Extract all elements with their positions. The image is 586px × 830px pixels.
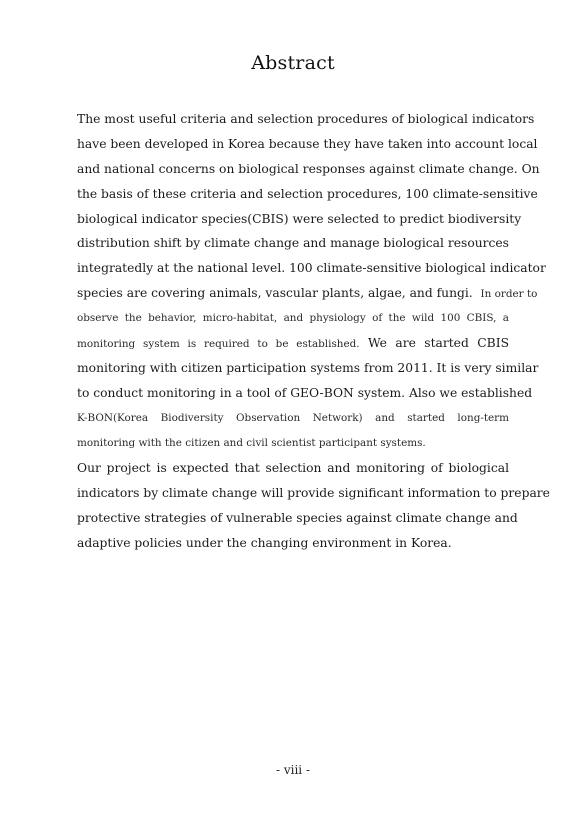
abstract-line-segment: species are covering animals, vascular plants, algae, and fungi. xyxy=(77,286,473,301)
abstract-title: Abstract xyxy=(251,52,335,74)
abstract-line: monitoring with citizen participation systems from 2011. It is very similar xyxy=(77,360,539,375)
abstract-line: distribution shift by climate change and manage biological resources xyxy=(77,236,509,251)
abstract-line: The most useful criteria and selection procedures of biological indicators xyxy=(77,112,535,126)
abstract-line: to conduct monitoring in a tool of GEO-BON system. Also we established xyxy=(77,385,533,400)
abstract-line: integratedly at the national level. 100 climate-sensitive biological indicator xyxy=(77,261,546,276)
abstract-line-mixed xyxy=(77,281,538,306)
abstract-body xyxy=(77,107,550,556)
abstract-line: have been developed in Korea because they have taken into account local xyxy=(77,136,538,151)
abstract-line: the basis of these criteria and selection procedures, 100 climate-sensitive xyxy=(77,186,538,201)
abstract-line-small: K-BON(Korea Biodiversity Observation Network) and started long-term xyxy=(77,411,509,424)
page-number: - viii - xyxy=(275,763,311,777)
abstract-line-small: observe the behavior, micro-habitat, and physiology of the wild 100 CBIS, a xyxy=(77,312,509,325)
abstract-line-segment: We are started CBIS xyxy=(368,336,509,351)
abstract-line: biological indicator species(CBIS) were selected to predict biodiversity xyxy=(77,211,522,226)
abstract-line: Our project is expected that selection and monitoring of biological xyxy=(77,461,509,476)
abstract-line: protective strategies of vulnerable species against climate change and xyxy=(77,511,518,526)
abstract-line-mixed xyxy=(77,331,509,356)
abstract-line: adaptive policies under the changing environment in Korea. xyxy=(77,536,452,551)
abstract-line-segment-small: monitoring system is required to be established. xyxy=(77,338,360,351)
abstract-line: indicators by climate change will provide significant information to prepare xyxy=(77,486,550,501)
abstract-line: and national concerns on biological responses against climate change. On xyxy=(77,161,540,176)
abstract-line-small: monitoring with the citizen and civil scientist participant systems. xyxy=(77,436,426,449)
abstract-line-segment-small: In order to xyxy=(480,288,538,301)
